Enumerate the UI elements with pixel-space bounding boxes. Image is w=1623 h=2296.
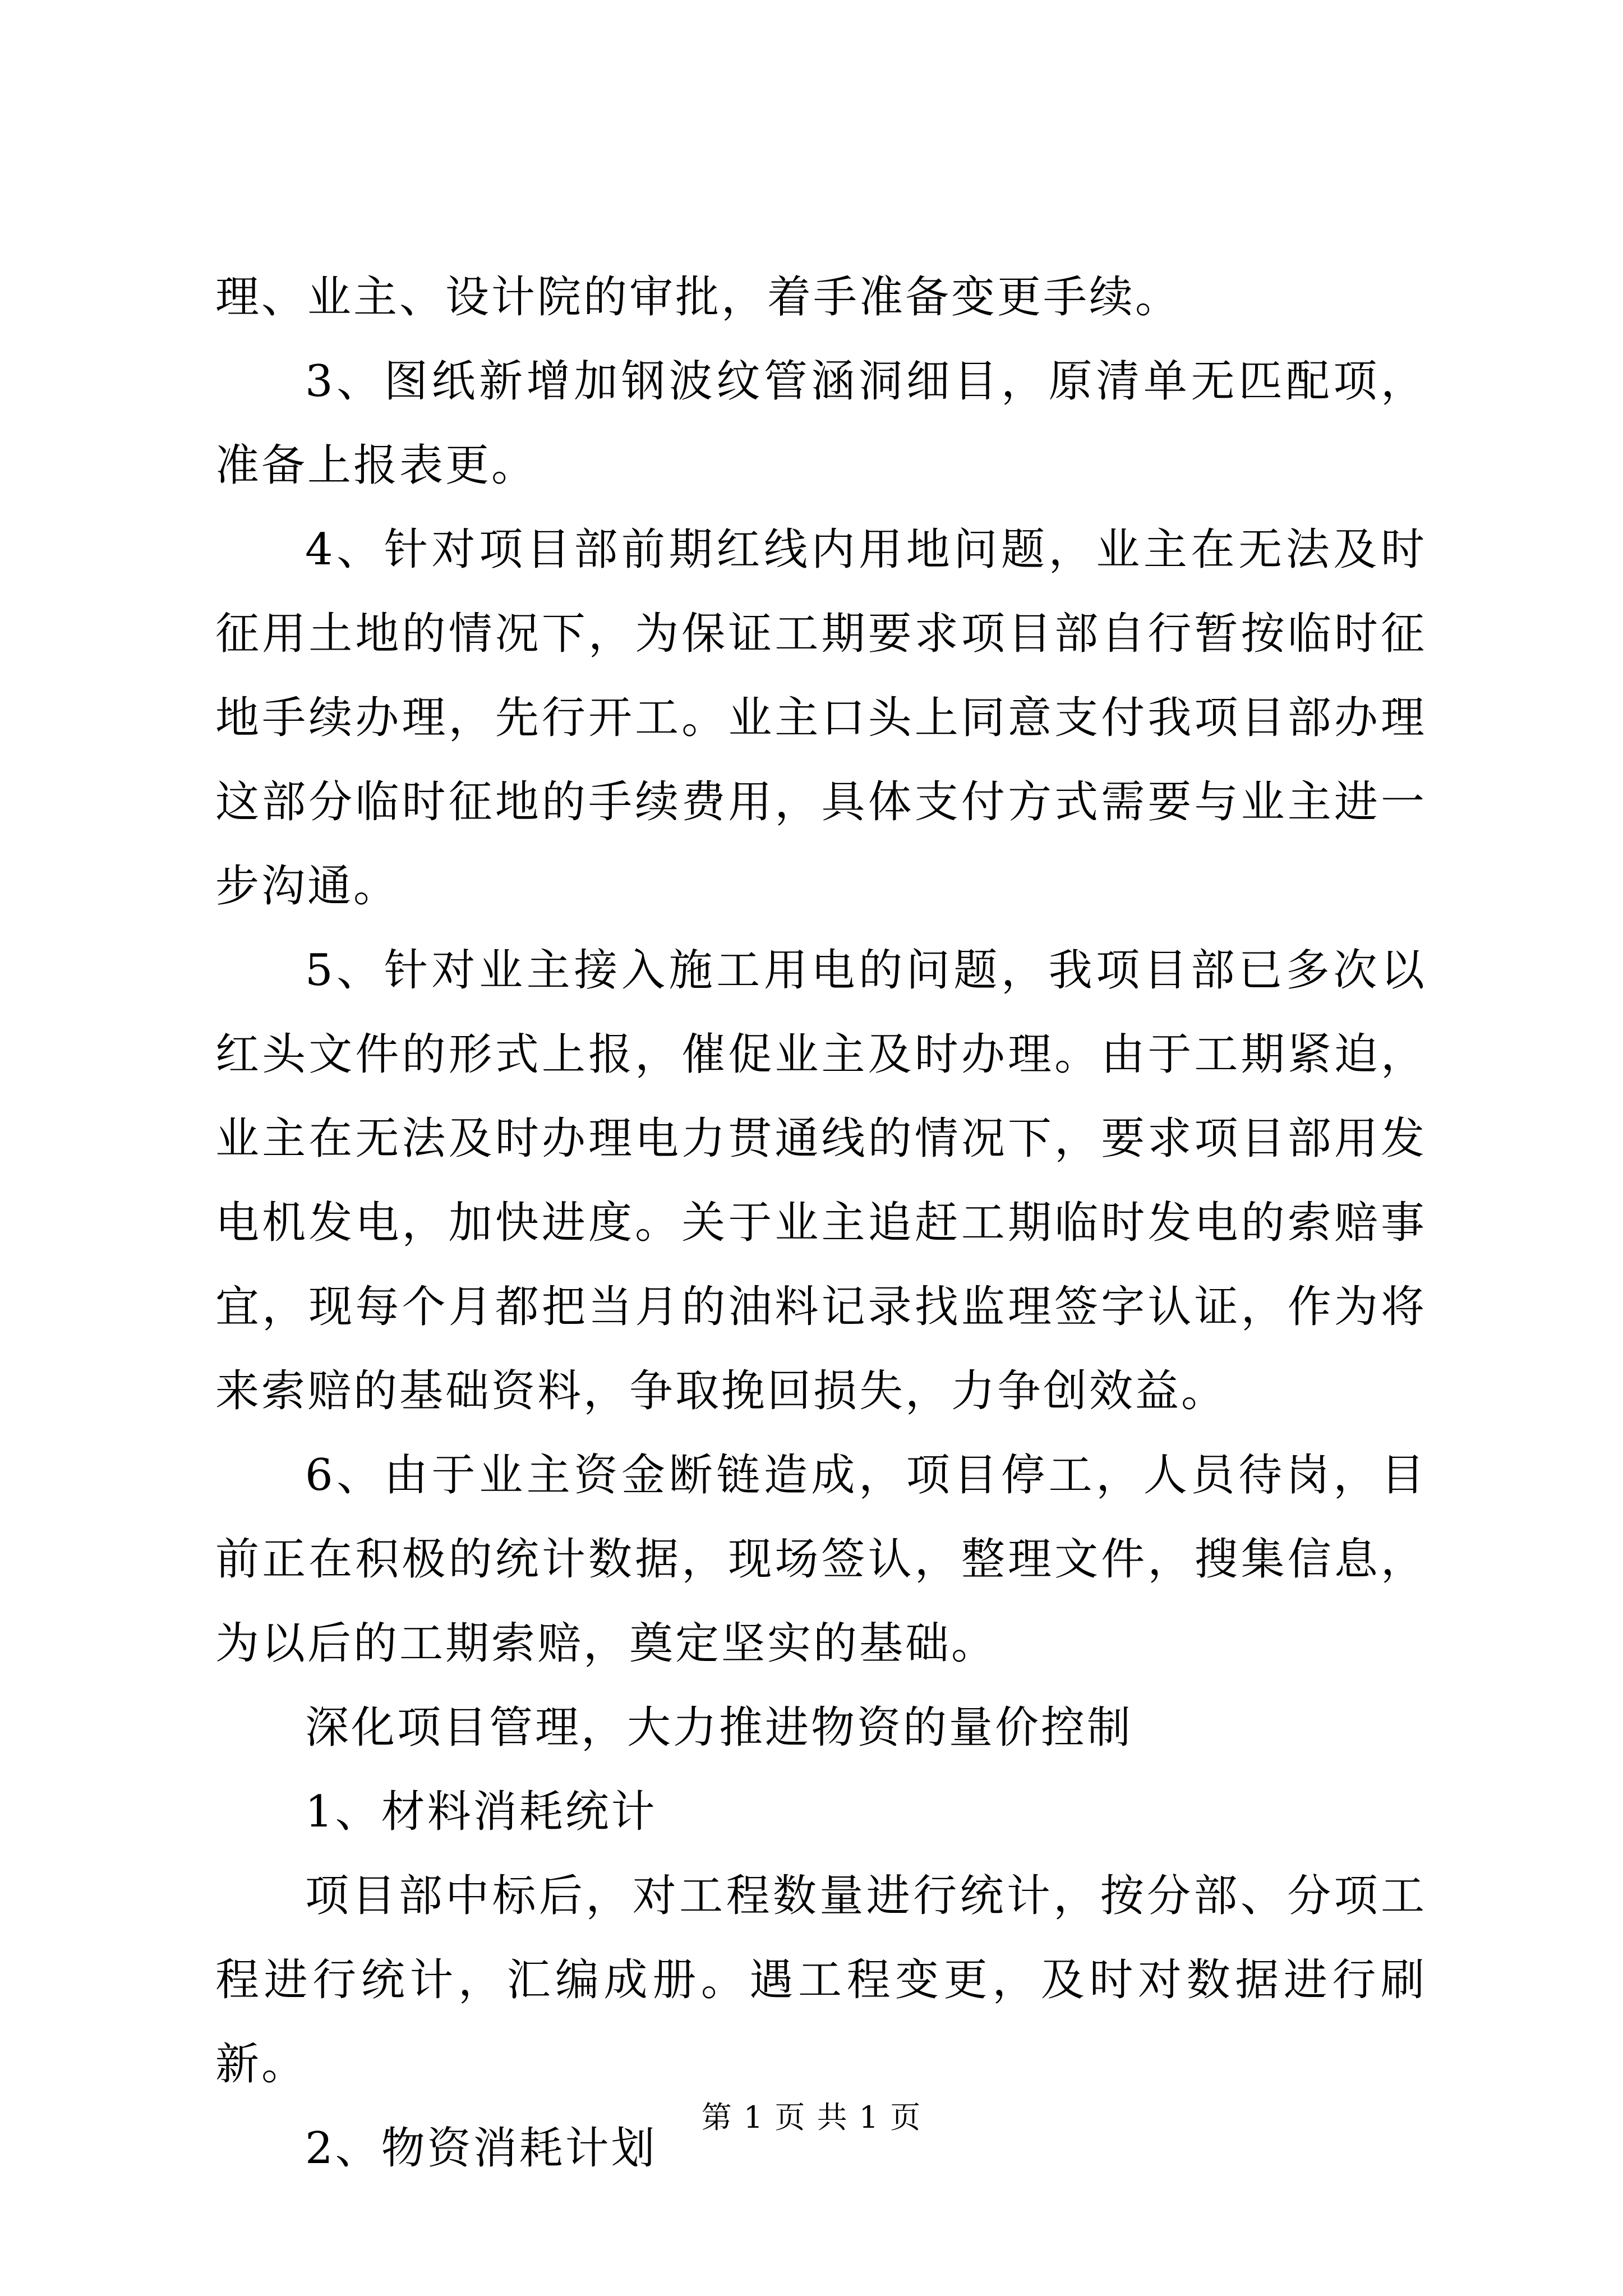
subheading-material-plan: 2、物资消耗计划 [305, 2123, 657, 2174]
page-number-footer: 第 1 页 共 1 页 [701, 2100, 922, 2135]
paragraph-item-4: 4、针对项目部前期红线内用地问题，业主在无法及时征用土地的情况下，为保证工期要求项目部自行暂按临时征地手续办理，先行开工。业主口头上同意支付我项目部办理这部分临时征地的手续费用，具体支付方式需要与业主进一步沟通。 [215, 524, 1427, 912]
paragraph-item-6: 6、由于业主资金断链造成，项目停工，人员待岗，目前正在积极的统计数据，现场签认，整理文件，搜集信息，为以后的工期索赔，奠定坚实的基础。 [215, 1450, 1427, 1669]
paragraph-continuation: 理、业主、设计院的审批，着手准备变更手续。 [215, 272, 1182, 323]
section-heading: 深化项目管理，大力推进物资的量价控制 [305, 1703, 1133, 1753]
paragraph-item-3: 3、图纸新增加钢波纹管涵洞细目，原清单无匹配项，准备上报表更。 [215, 356, 1427, 491]
document-body [215, 255, 1427, 2191]
subheading-material-statistics: 1、材料消耗统计 [305, 1787, 657, 1837]
paragraph-material-statistics: 项目部中标后，对工程数量进行统计，按分部、分项工程进行统计，汇编成册。遇工程变更，及时对数据进行刷新。 [215, 1871, 1427, 2090]
paragraph-item-5: 5、针对业主接入施工用电的问题，我项目部已多次以红头文件的形式上报，催促业主及时办理。由于工期紧迫，业主在无法及时办理电力贯通线的情况下，要求项目部用发电机发电，加快进度。关于业主追赶工期临时发电的索赔事宜，现每个月都把当月的油料记录找监理签字认证，作为将来索赔的基础资料，争取挽回损失，力争创效益。 [215, 945, 1427, 1416]
